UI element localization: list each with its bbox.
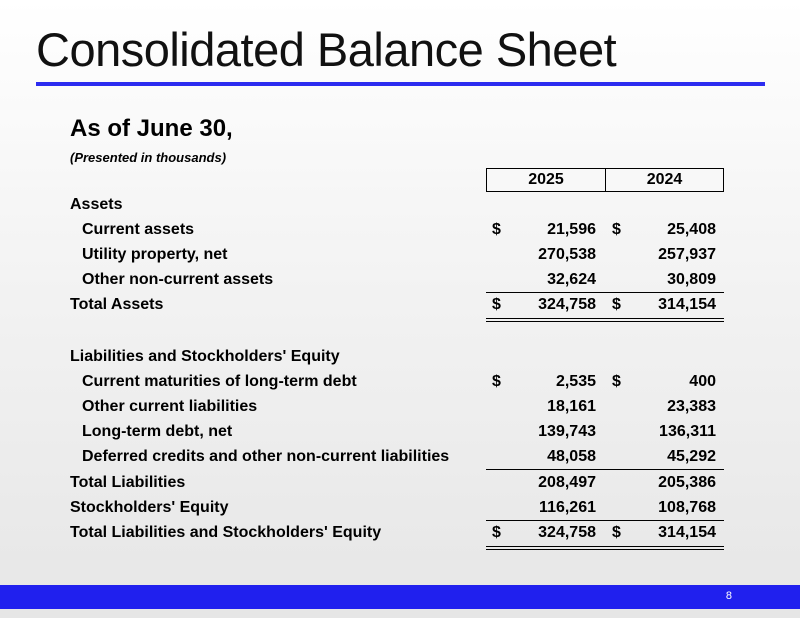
row-label: Total Liabilities <box>70 474 186 491</box>
double-rule-bottom <box>486 549 724 550</box>
double-rule-bottom <box>486 321 724 322</box>
units-note: (Presented in thousands) <box>70 150 227 165</box>
value-2024: 136,311 <box>659 423 716 440</box>
row-label: Current maturities of long-term debt <box>82 373 357 390</box>
row-label: Assets <box>70 196 123 213</box>
value-2025: 18,161 <box>547 398 596 415</box>
value-2025: 48,058 <box>547 448 596 465</box>
value-2024: 30,809 <box>667 271 716 288</box>
table-row <box>0 243 800 268</box>
value-2024: 314,154 <box>658 296 716 313</box>
value-2025: 208,497 <box>538 474 596 491</box>
table-row <box>0 218 800 243</box>
table-row <box>0 370 800 395</box>
double-rule-top <box>486 318 724 319</box>
value-2024: 314,154 <box>658 524 716 541</box>
value-2025: 116,261 <box>539 499 596 516</box>
title-underline <box>36 82 765 86</box>
table-row-grand-total <box>0 521 800 546</box>
row-label: Total Assets <box>70 296 164 313</box>
row-label: Long-term debt, net <box>82 423 233 440</box>
footer-bar <box>0 585 800 609</box>
value-2025: 270,538 <box>538 246 596 263</box>
row-label: Utility property, net <box>82 246 228 263</box>
page-number: 8 <box>725 590 732 602</box>
row-label: Other current liabilities <box>82 398 258 415</box>
row-label: Stockholders' Equity <box>70 499 229 516</box>
section-header-assets <box>0 193 800 218</box>
section-header-liabilities <box>0 345 800 370</box>
column-header-2025: 2025 <box>486 168 606 192</box>
row-label: Total Liabilities and Stockholders' Equity <box>70 524 382 541</box>
currency-symbol: $ <box>612 373 621 390</box>
slide-title: Consolidated Balance Sheet <box>36 23 617 76</box>
table-row <box>0 268 800 293</box>
slide-subtitle: As of June 30, <box>70 115 233 142</box>
currency-symbol: $ <box>492 524 501 541</box>
value-2025: 139,743 <box>538 423 596 440</box>
currency-symbol: $ <box>492 373 501 390</box>
value-2025: 324,758 <box>538 296 596 313</box>
row-label: Liabilities and Stockholders' Equity <box>70 348 340 365</box>
column-header-2024: 2024 <box>605 168 724 192</box>
table-row <box>0 445 800 470</box>
table-row <box>0 496 800 521</box>
value-2025: 2,535 <box>555 373 596 390</box>
value-2024: 25,408 <box>667 221 716 238</box>
value-2024: 23,383 <box>667 398 716 415</box>
double-rule-top <box>486 546 724 547</box>
table-row-total <box>0 471 800 496</box>
table-row <box>0 395 800 420</box>
table-row <box>0 420 800 445</box>
subtotal-rule <box>486 469 724 470</box>
currency-symbol: $ <box>492 221 501 238</box>
table-row-total <box>0 293 800 318</box>
row-label: Deferred credits and other non-current liabilities <box>82 448 450 465</box>
row-label: Other non-current assets <box>82 271 274 288</box>
row-label: Current assets <box>82 221 195 238</box>
currency-symbol: $ <box>492 296 501 313</box>
value-2024: 257,937 <box>658 246 716 263</box>
currency-symbol: $ <box>612 221 621 238</box>
value-2025: 324,758 <box>538 524 596 541</box>
currency-symbol: $ <box>612 524 621 541</box>
currency-symbol: $ <box>612 296 621 313</box>
value-2024: 205,386 <box>658 474 716 491</box>
value-2024: 400 <box>689 373 716 390</box>
value-2025: 21,596 <box>547 221 596 238</box>
value-2024: 45,292 <box>667 448 716 465</box>
value-2025: 32,624 <box>547 271 596 288</box>
value-2024: 108,768 <box>658 499 716 516</box>
